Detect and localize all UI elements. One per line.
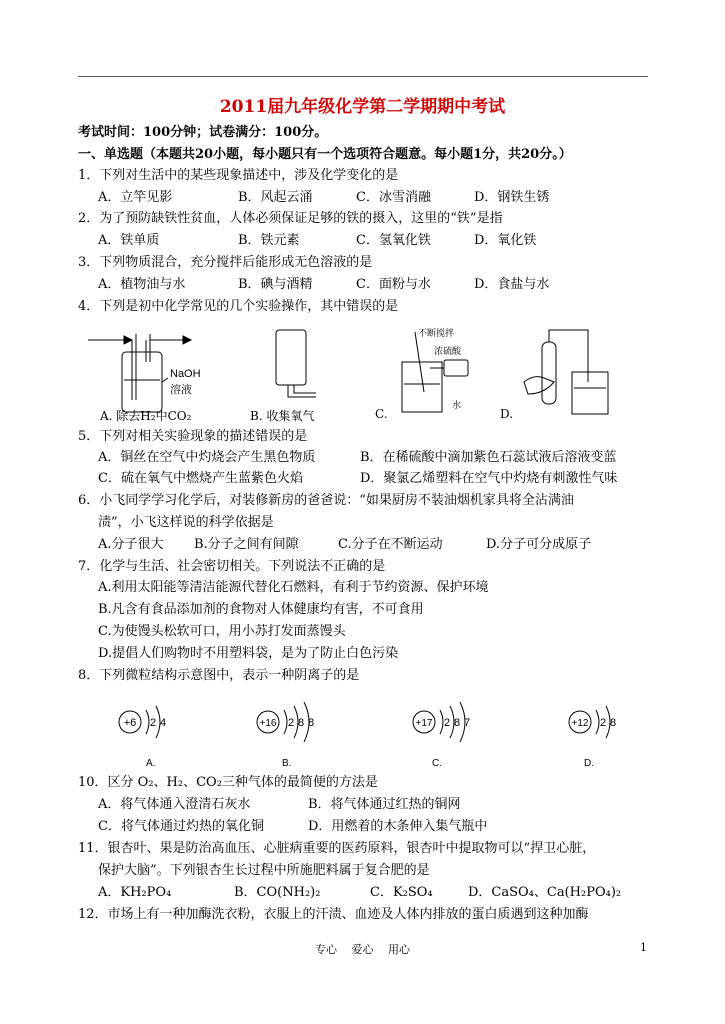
caption-c: C. — [375, 407, 388, 421]
stir-label: 不断搅拌 — [418, 328, 455, 338]
option-a: A．将气体通入澄清石灰水 — [98, 797, 251, 812]
q7-option-c: C.为使馒头松软可口，用小苏打发面蒸馒头 — [98, 624, 346, 639]
option-a: A．铜丝在空气中灼烧会产生黑色物质 — [98, 450, 316, 465]
header-rule — [78, 76, 648, 77]
caption-a: A. 除去H₂中CO₂ — [100, 409, 192, 423]
shell-c-2: 8 — [454, 717, 461, 729]
shell-a-2: 4 — [160, 717, 167, 729]
q5-row1 — [98, 449, 617, 467]
q7-option-d: D.提倡人们购物时不用塑料袋，是为了防止白色污染 — [98, 646, 399, 661]
option-c: C．K₂SO₄ — [370, 885, 433, 900]
footer-motto: 专心 爱心 用心 — [315, 943, 410, 956]
option-b: B．CO(NH₂)₂ — [234, 885, 321, 900]
option-b: B．风起云涌 — [238, 190, 313, 205]
option-c: C.分子在不断运动 — [338, 537, 443, 552]
exam-info: 考试时间：100分钟；试卷满分：100分。 — [78, 125, 328, 140]
nucleus-a: +6 — [123, 717, 137, 729]
option-c: C．将气体通过灼热的氧化铜 — [98, 819, 264, 834]
question-11-line2: 保护大脑”。下列银杏生长过程中所施肥料属于复合肥的是 — [98, 863, 430, 878]
shell-d-2: 8 — [610, 717, 617, 729]
naoh-label: NaOH — [170, 368, 201, 380]
caption-d: D. — [500, 407, 514, 421]
page-number: 1 — [640, 941, 647, 954]
label-b: B. — [282, 758, 292, 769]
acid-label: 浓硫酸 — [434, 346, 462, 356]
shell-b-1: 2 — [288, 717, 295, 729]
question-8: 8．下列微粒结构示意图中，表示一种阴离子的是 — [78, 668, 360, 683]
option-d: D．钢铁生锈 — [474, 190, 550, 205]
shell-b-3: 8 — [308, 717, 315, 729]
question-10: 10．区分 O₂、H₂、CO₂三种气体的最简便的方法是 — [78, 775, 378, 790]
option-a: A．植物油与水 — [98, 277, 186, 292]
option-a: A．KH₂PO₄ — [98, 885, 172, 900]
nucleus-c: +17 — [415, 718, 433, 729]
question-1: 1．下列对生活中的某些现象描述中，涉及化学变化的是 — [78, 168, 399, 183]
label-d: D. — [584, 758, 594, 769]
option-c: C．硫在氧气中燃烧产生蓝紫色火焰 — [98, 471, 303, 486]
shell-c-3: 7 — [464, 717, 471, 729]
caption-b: B. 收集氧气 — [250, 409, 315, 423]
question-12: 12．市场上有一种加酶洗衣粉，衣服上的汗渍、血迹及人体内排放的蛋白质遇到这种加酶 — [78, 907, 589, 922]
question-6-line1: 6．小飞同学学习化学后，对装修新房的爸爸说：“如果厨房不装油烟机家具将全沾满油 — [78, 493, 574, 508]
option-c: C．面粉与水 — [356, 277, 431, 292]
atom-diagram-c — [413, 702, 470, 769]
shell-a-1: 2 — [150, 717, 157, 729]
option-d: D．CaSO₄、Ca(H₂PO₄)₂ — [468, 885, 622, 900]
nucleus-b: +16 — [259, 718, 277, 729]
option-d: D．氧化铁 — [474, 233, 537, 248]
option-a: A．铁单质 — [98, 233, 160, 248]
option-d: D．用燃着的木条伸入集气瓶中 — [308, 819, 488, 834]
solution-label: 溶液 — [170, 384, 192, 396]
question-2: 2．为了预防缺铁性贫血，人体必须保证足够的铁的摄入，这里的“铁”是指 — [78, 211, 503, 226]
option-b: B．将气体通过红热的铜网 — [308, 797, 461, 812]
question-11-line1: 11．银杏叶、果是防治高血压、心脏病重要的医药原料，银杏叶中提取物可以“捍卫心脏， — [78, 841, 596, 856]
shell-c-1: 2 — [444, 717, 451, 729]
atom-diagram-d — [569, 706, 616, 769]
label-c: C. — [432, 758, 442, 769]
option-d: D.分子可分成原子 — [486, 537, 592, 552]
option-b: B．碘与酒精 — [238, 277, 313, 292]
option-d: D．聚氯乙烯塑料在空气中灼烧有刺激性气味 — [360, 471, 618, 486]
water-label: 水 — [452, 400, 462, 410]
question-7: 7．化学与生活、社会密切相关。下列说法不正确的是 — [78, 559, 386, 574]
q10-row2 — [98, 818, 488, 836]
option-b: B．铁元素 — [238, 233, 300, 248]
shell-d-1: 2 — [600, 717, 607, 729]
option-a: A.分子很大 — [98, 537, 164, 552]
q5-row2 — [98, 470, 618, 488]
option-a: A．立竿见影 — [98, 190, 173, 205]
question-6-line2: 渍”，小飞这样说的科学依据是 — [98, 515, 274, 530]
shell-b-2: 8 — [298, 717, 305, 729]
page-title: 2011届九年级化学第二学期期中考试 — [219, 97, 506, 117]
option-c: C．氢氧化铁 — [356, 233, 431, 248]
option-b: B.分子之间有间隙 — [194, 537, 299, 552]
collect-oxygen-figure — [276, 330, 316, 397]
label-a: A. — [146, 758, 156, 769]
atom-diagrams — [110, 694, 630, 774]
question-3: 3．下列物质混合，充分搅拌后能形成无色溶液的是 — [78, 255, 373, 270]
atom-diagram-a — [119, 706, 166, 769]
airtight-check-figure — [524, 330, 608, 414]
question-5: 5．下列对相关实验现象的描述错误的是 — [78, 429, 308, 444]
question-4: 4．下列是初中化学常见的几个实验操作，其中错误的是 — [78, 299, 399, 314]
option-d: D．食盐与水 — [474, 277, 550, 292]
q7-option-a: A.利用太阳能等清洁能源代替化石燃料，有利于节约资源、保护环境 — [98, 580, 489, 595]
q7-option-b: B.凡含有食品添加剂的食物对人体健康均有害，不可食用 — [98, 602, 424, 617]
option-b: B．在稀硫酸中滴加紫色石蕊试液后溶液变蓝 — [360, 450, 617, 465]
q10-row1 — [98, 796, 461, 814]
section-heading: 一、单选题（本题共20小题，每小题只有一个选项符合题意。每小题1分，共20分。） — [78, 147, 572, 162]
option-c: C．冰雪消融 — [356, 190, 431, 205]
atom-diagram-b — [257, 702, 314, 769]
nucleus-d: +12 — [571, 718, 589, 729]
